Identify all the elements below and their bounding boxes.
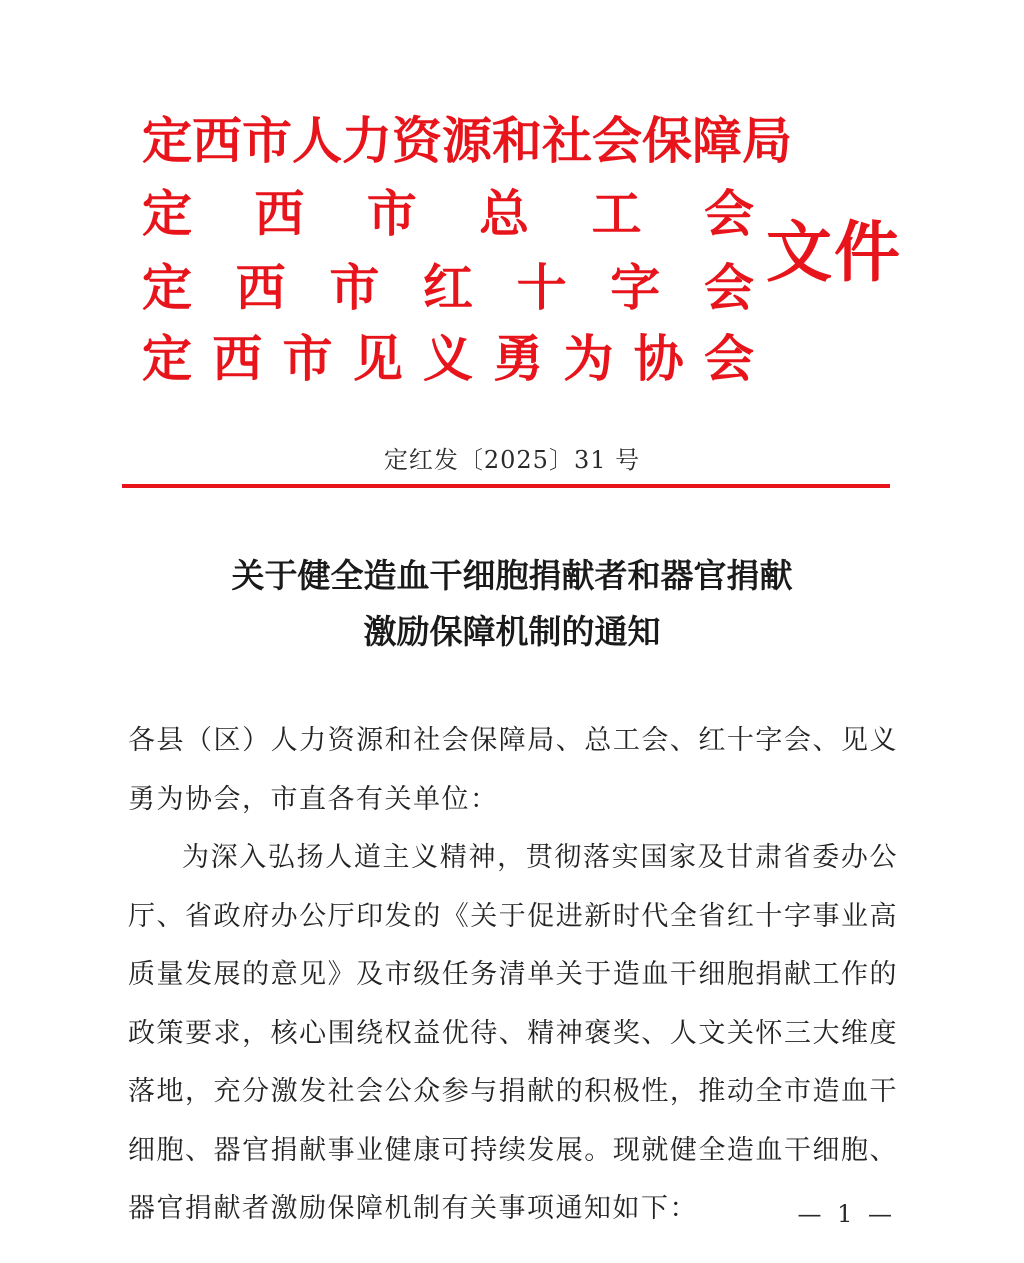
issuer-char: 西 [212, 329, 263, 388]
addressee-paragraph: 各县（区）人力资源和社会保障局、总工会、红十字会、见义勇为协会，市直各有关单位： [128, 725, 898, 815]
issuer-char: 障 [692, 111, 742, 170]
issuer-char: 会 [703, 184, 754, 243]
issuer-char: 红 [422, 258, 473, 317]
title-line-1: 关于健全造血干细胞捐献者和器官捐献 [231, 556, 793, 595]
issuer-line-red-cross [142, 252, 754, 324]
issuer-char: 社 [542, 111, 592, 170]
issuer-char: 为 [563, 329, 614, 388]
issuer-char: 西 [254, 184, 305, 243]
issuer-char: 源 [442, 111, 492, 170]
issuer-char: 义 [423, 329, 473, 388]
issuer-char: 局 [742, 111, 792, 170]
issuer-char: 西 [192, 111, 242, 170]
issuer-char: 定 [142, 184, 192, 243]
issuer-char: 市 [242, 111, 292, 170]
issuer-char: 市 [329, 258, 380, 317]
document-body [128, 712, 898, 1239]
page-number: — 1 — [797, 1200, 896, 1228]
issuer-char: 资 [392, 111, 442, 170]
file-word: 文件 [766, 213, 902, 291]
issuer-char: 人 [292, 111, 342, 170]
title-line-2: 激励保障机制的通知 [363, 612, 661, 651]
issuer-char: 市 [366, 184, 417, 243]
issuer-char: 字 [610, 258, 661, 317]
issuer-line-trade-union [142, 178, 754, 250]
issuer-char: 保 [642, 111, 692, 170]
issuer-line-hrss [142, 105, 792, 177]
issuer-char: 定 [142, 329, 192, 388]
issuer-char: 勇 [493, 329, 544, 388]
issuer-char: 定 [142, 111, 192, 170]
issuer-char: 定 [142, 258, 192, 317]
issuer-char: 和 [492, 111, 542, 170]
issuer-char: 会 [592, 111, 642, 170]
issuer-char: 市 [282, 329, 333, 388]
issuer-char: 会 [704, 329, 754, 388]
issuer-char: 协 [633, 329, 684, 388]
issuer-char: 十 [516, 258, 567, 317]
issuer-char: 会 [703, 258, 754, 317]
issuer-char: 见 [352, 329, 403, 388]
issuer-char: 力 [342, 111, 392, 170]
red-divider-line [122, 484, 890, 488]
document-number: 定红发〔2025〕31 号 [383, 446, 641, 474]
issuer-char: 总 [479, 184, 530, 243]
issuer-line-bravery-association [142, 323, 754, 395]
document-title [0, 548, 1024, 660]
issuer-char: 工 [591, 184, 642, 243]
body-paragraph: 为深入弘扬人道主义精神，贯彻落实国家及甘肃省委办公厅、省政府办公厅印发的《关于促进新时代全省红十字事业高质量发展的意见》及市级任务清单关于造血干细胞捐献工作的政策要求，核心围绕权益优待、精神褒奖、人文关怀三大维度落地，充分激发社会公众参与捐献的积极性，推动全市造血干细胞、器官捐献事业健康可持续发展。现就健全造血干细胞、器官捐献者激励保障机制有关事项通知如下： [128, 842, 898, 1224]
issuer-char: 西 [235, 258, 286, 317]
